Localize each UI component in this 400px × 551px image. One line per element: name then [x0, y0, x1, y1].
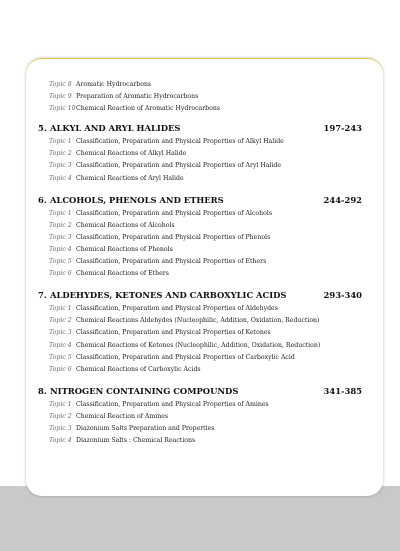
topic-title: Chemical Reactions of Alkyl Halide	[76, 150, 187, 158]
chapter-title: ALDEHYDES, KETONES AND CARBOXYLIC ACIDS	[50, 290, 287, 301]
chapter-heading[interactable]	[38, 382, 363, 399]
topic-title: Chemical Reaction of Amines	[76, 412, 169, 420]
topic-row[interactable]	[38, 399, 363, 411]
topic-row[interactable]	[38, 364, 363, 376]
chapter-title: NITROGEN CONTAINING COMPOUNDS	[50, 385, 239, 396]
topic-row[interactable]	[38, 136, 363, 148]
topic-number: Topic 1	[49, 138, 72, 146]
topic-row[interactable]	[38, 303, 363, 315]
topic-title: Chemical Reactions of Aryl Halide	[76, 174, 184, 182]
topic-row[interactable]	[38, 220, 363, 232]
topic-row[interactable]	[38, 91, 363, 103]
topic-number: Topic 1	[49, 305, 72, 313]
intro-topic-list	[38, 79, 363, 115]
table-of-contents	[38, 79, 363, 447]
topic-title: Classification, Preparation and Physical Properties of Carboxylic Acid	[76, 353, 295, 361]
topic-row[interactable]	[38, 435, 363, 447]
chapter-pages: 341-385	[323, 385, 362, 396]
topic-row[interactable]	[38, 256, 363, 268]
topic-title: Diazonium Salts Preparation and Properties	[76, 424, 215, 432]
topic-number: Topic 8	[49, 81, 72, 88]
chapter-number: 5.	[38, 123, 47, 134]
topic-row[interactable]	[38, 208, 363, 220]
chapter-heading[interactable]	[38, 119, 363, 136]
topic-number: Topic 1	[49, 400, 72, 408]
topic-row[interactable]	[38, 103, 363, 115]
topic-number: Topic 9	[49, 93, 72, 101]
chapter-heading[interactable]	[38, 286, 363, 303]
topic-title: Classification, Preparation and Physical Properties of Alkyl Halide	[76, 138, 284, 146]
topic-title: Classification, Preparation and Physical Properties of Ketones	[76, 329, 271, 337]
topic-number: Topic 1	[49, 209, 72, 217]
chapter-pages: 293-340	[323, 290, 362, 301]
topic-title: Classification, Preparation and Physical Properties of Aldehydes	[76, 305, 278, 313]
topic-title: Chemical Reactions of Carboxylic Acids	[76, 365, 201, 373]
chapter-pages: 197-243	[323, 123, 362, 134]
topic-number: Topic 3	[49, 329, 72, 337]
topic-title: Preparation of Aromatic Hydrocarbons	[76, 93, 199, 101]
chapter-number: 8.	[38, 385, 47, 396]
topic-number: Topic 4	[49, 341, 72, 349]
chapter-title: ALCOHOLS, PHENOLS AND ETHERS	[50, 194, 224, 205]
topic-title: Chemical Reactions Aldehydes (Nucleophilic, Addition, Oxidation, Reduction)	[76, 317, 320, 325]
topic-row[interactable]	[38, 244, 363, 256]
topic-title: Classification, Preparation and Physical Properties of Alcohols	[76, 209, 273, 217]
chapter-heading[interactable]	[38, 191, 363, 208]
topic-row[interactable]	[38, 268, 363, 280]
topic-row[interactable]	[38, 340, 363, 352]
chapter-number: 6.	[38, 194, 47, 205]
topic-number: Topic 4	[49, 245, 72, 253]
chapter-title: ALKYL AND ARYL HALIDES	[50, 123, 181, 134]
chapter-pages: 244-292	[323, 194, 362, 205]
topic-number: Topic 3	[49, 424, 72, 432]
topic-row[interactable]	[38, 315, 363, 327]
topic-title: Chemical Reactions of Ethers	[76, 270, 169, 278]
topic-number: Topic 2	[49, 412, 72, 420]
topic-number: Topic 4	[49, 437, 72, 445]
topic-title: Chemical Reactions of Phenols	[76, 245, 173, 253]
topic-number: Topic 2	[49, 221, 72, 229]
topic-number: Topic 6	[49, 270, 72, 278]
topic-title: Aromatic Hydrocarbons	[76, 81, 152, 88]
chapter-number: 7.	[38, 290, 47, 301]
topic-number: Topic 5	[49, 258, 72, 266]
topic-row[interactable]	[38, 411, 363, 423]
topic-title: Classification, Preparation and Physical Properties of Aryl Halide	[76, 162, 282, 170]
topic-number: Topic 2	[49, 317, 72, 325]
topic-title: Diazonium Salts : Chemical Reactions	[76, 437, 196, 445]
topic-row[interactable]	[38, 173, 363, 185]
topic-number: Topic 5	[49, 353, 72, 361]
topic-title: Chemical Reaction of Aromatic Hydrocarbons	[76, 105, 221, 113]
topic-title: Chemical Reactions of Alcohols	[76, 221, 175, 229]
topic-title: Classification, Preparation and Physical Properties of Ethers	[76, 258, 267, 266]
topic-row[interactable]	[38, 79, 363, 91]
topic-row[interactable]	[38, 423, 363, 435]
topic-number: Topic 10	[49, 105, 76, 113]
topic-title: Classification, Preparation and Physical Properties of Amines	[76, 400, 269, 408]
topic-row[interactable]	[38, 352, 363, 364]
topic-number: Topic 3	[49, 162, 72, 170]
topic-number: Topic 2	[49, 150, 72, 158]
topic-number: Topic 6	[49, 365, 72, 373]
topic-row[interactable]	[38, 160, 363, 172]
topic-number: Topic 3	[49, 233, 72, 241]
topic-title: Classification, Preparation and Physical Properties of Phenols	[76, 233, 271, 241]
topic-row[interactable]	[38, 148, 363, 160]
topic-title: Chemical Reactions of Ketones (Nucleophilic, Addition, Oxidation, Reduction)	[76, 341, 321, 349]
topic-number: Topic 4	[49, 174, 72, 182]
topic-row[interactable]	[38, 327, 363, 339]
topic-row[interactable]	[38, 232, 363, 244]
